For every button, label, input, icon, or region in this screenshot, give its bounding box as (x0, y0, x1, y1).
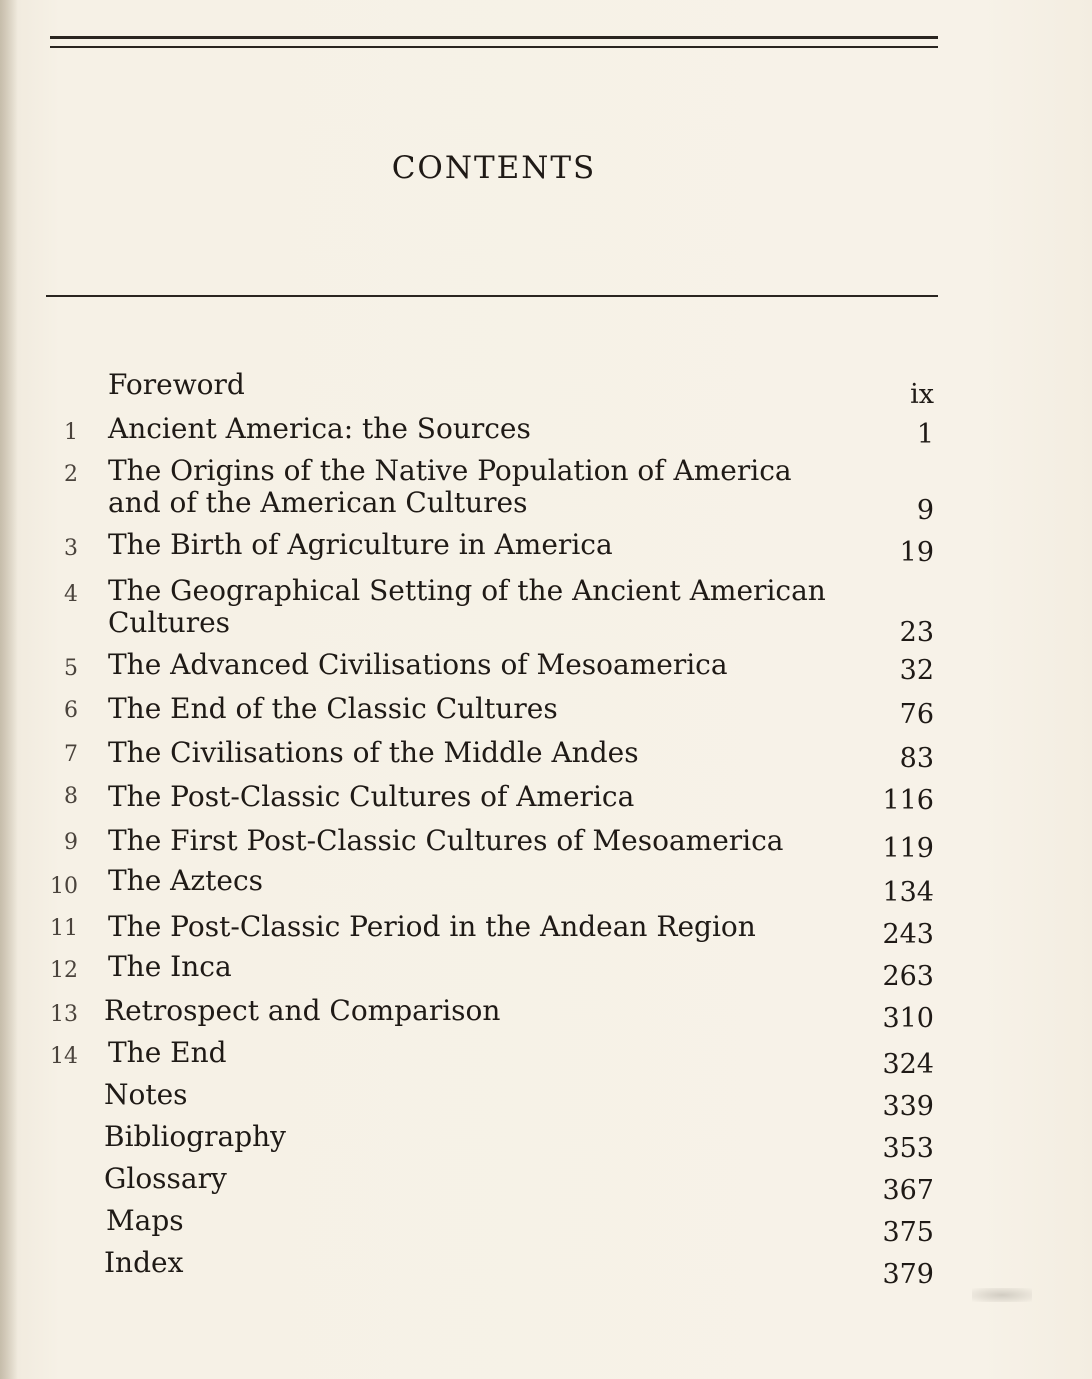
chapter-title: The Post-Classic Cultures of America (108, 780, 635, 813)
chapter-number: 10 (50, 874, 78, 899)
page-number: 367 (882, 1175, 934, 1206)
chapter-title: The Origins of the Native Population of America and of the American Cultures (108, 454, 792, 519)
chapter-title: Glossary (104, 1162, 227, 1195)
page-number: 243 (882, 919, 934, 950)
chapter-title: The Advanced Civilisations of Mesoamerica (108, 648, 728, 681)
chapter-title: The Aztecs (108, 864, 264, 897)
chapter-title: The End of the Classic Cultures (108, 692, 558, 725)
toc-entry (0, 649, 1092, 691)
page-number: 116 (882, 785, 934, 816)
chapter-title: Maps (106, 1204, 184, 1237)
toc-entry (0, 453, 1092, 527)
toc-entry (0, 409, 1092, 451)
page-number: 339 (882, 1091, 934, 1122)
page-number: 9 (916, 495, 934, 526)
toc-entry (0, 737, 1092, 779)
top-rule-thick (50, 36, 938, 39)
page-number: 76 (899, 699, 934, 730)
paper-stain (972, 1288, 1032, 1302)
table-of-contents (0, 365, 1092, 1290)
page-number: 119 (882, 833, 934, 864)
page-number: 310 (882, 1003, 934, 1034)
toc-entry (0, 529, 1092, 571)
chapter-number: 9 (64, 830, 78, 855)
page-number: 324 (882, 1049, 934, 1080)
toc-entry (0, 1246, 1092, 1307)
page-number: 134 (882, 877, 934, 908)
page-number: ix (910, 379, 934, 410)
chapter-title: The End (108, 1036, 227, 1069)
page-number: 379 (882, 1259, 934, 1290)
toc-entry (0, 781, 1092, 823)
chapter-title: The Geographical Setting of the Ancient American Cultures (108, 574, 826, 639)
toc-entry (0, 365, 1092, 410)
title-rule (46, 295, 938, 297)
toc-entry (0, 573, 1092, 647)
page-number: 83 (899, 743, 934, 774)
chapter-title: Index (104, 1246, 184, 1279)
chapter-number: 3 (64, 536, 78, 561)
chapter-title: The First Post-Classic Cultures of Mesoamerica (108, 824, 784, 857)
toc-entry (0, 950, 1092, 999)
chapter-title: Ancient America: the Sources (108, 412, 531, 445)
page-number: 23 (899, 617, 934, 648)
chapter-number: 14 (50, 1044, 78, 1069)
chapter-number: 13 (50, 1002, 78, 1027)
chapter-title: Notes (104, 1078, 188, 1111)
chapter-title: The Civilisations of the Middle Andes (108, 736, 639, 769)
page-number: 375 (882, 1217, 934, 1248)
chapter-title: Retrospect and Comparison (104, 994, 501, 1027)
chapter-number: 6 (64, 698, 78, 723)
page-number: 1 (916, 419, 934, 450)
toc-entry (0, 910, 1092, 955)
chapter-title: The Post-Classic Period in the Andean Region (108, 910, 756, 943)
chapter-number: 7 (64, 742, 78, 767)
chapter-number: 12 (50, 958, 78, 983)
chapter-number: 5 (64, 656, 78, 681)
chapter-title: The Inca (108, 950, 232, 983)
top-rule-thin (50, 46, 938, 48)
page-number: 19 (899, 537, 934, 568)
chapter-title: Foreword (108, 368, 245, 401)
chapter-number: 11 (50, 916, 78, 941)
page-number: 263 (882, 961, 934, 992)
chapter-title: Bibliography (104, 1120, 286, 1153)
page-number: 32 (899, 655, 934, 686)
chapter-title: The Birth of Agriculture in America (108, 528, 613, 561)
toc-entry (0, 864, 1092, 911)
chapter-number: 1 (64, 420, 78, 445)
page-number: 353 (882, 1133, 934, 1164)
chapter-number: 4 (64, 582, 78, 607)
page-title: CONTENTS (391, 150, 597, 186)
toc-entry (0, 693, 1092, 735)
chapter-number: 8 (64, 784, 78, 809)
toc-entry (0, 825, 1092, 867)
chapter-number: 2 (64, 462, 78, 487)
